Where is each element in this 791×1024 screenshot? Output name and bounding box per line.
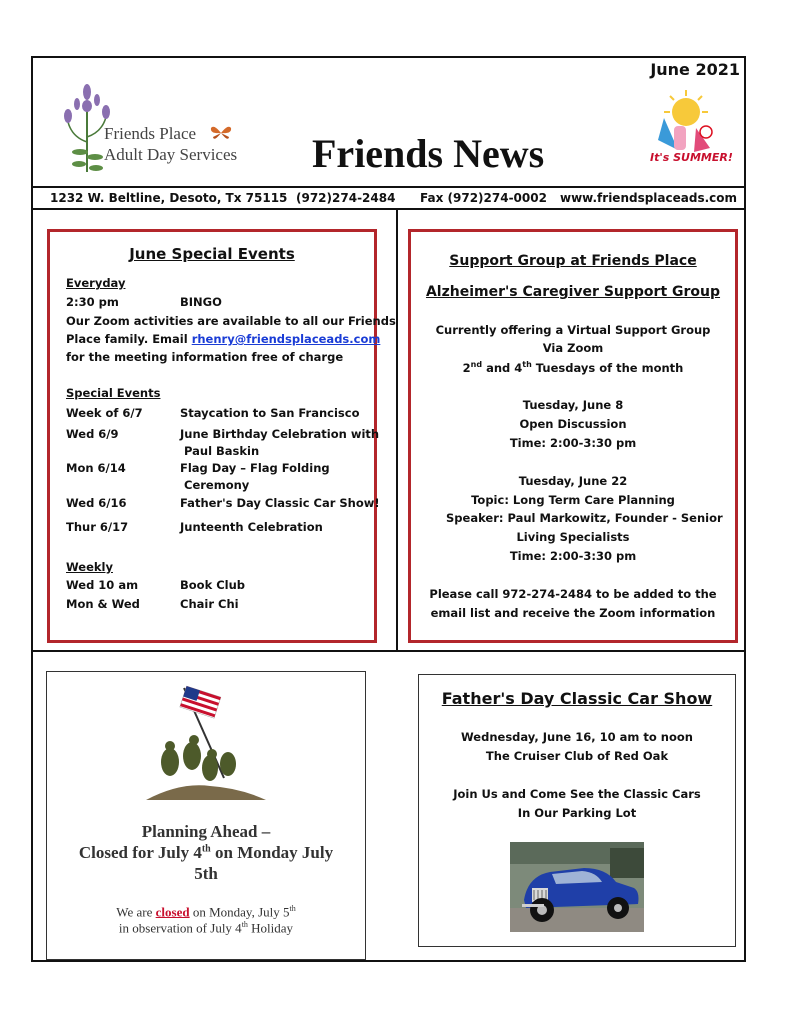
event-name: Father's Day Classic Car Show! <box>180 496 380 510</box>
newsletter-title: Friends News <box>312 131 545 176</box>
event-date: Week of 6/7 <box>66 406 143 420</box>
address: 1232 W. Beltline, Desoto, Tx 75115 <box>50 191 288 205</box>
event-date: Wed 6/16 <box>66 496 127 510</box>
meeting1-time: Time: 2:00-3:30 pm <box>509 436 637 450</box>
zoom-text-3: for the meeting information free of charge <box>66 350 344 364</box>
support-line2: Via Zoom <box>542 341 604 355</box>
support-subtitle: Alzheimer's Caregiver Support Group <box>425 284 721 300</box>
meeting1-topic: Open Discussion <box>519 417 627 431</box>
zoom-text-1: Our Zoom activities are available to all our Friends <box>66 314 396 328</box>
schedule-sup-b: th <box>522 360 532 369</box>
everyday-time: 2:30 pm <box>66 295 119 309</box>
meeting2-speaker-line2: Living Specialists <box>516 530 630 544</box>
summer-badge-text: It's SUMMER! <box>650 151 733 164</box>
issue-date: June 2021 <box>650 60 740 79</box>
closure-body-1 <box>46 904 366 920</box>
weekly-date: Mon & Wed <box>66 597 140 611</box>
closure-body-2a: in observation of July 4 <box>118 920 242 936</box>
logo-text-line1: Friends Place <box>104 124 197 143</box>
zoom-email-link[interactable]: rhenry@friendsplaceads.com <box>191 332 381 346</box>
meeting2-date: Tuesday, June 22 <box>518 474 628 488</box>
schedule-part-c: Tuesdays of the month <box>531 360 684 375</box>
zoom-text-2-prefix: Place family. Email <box>66 332 192 346</box>
fax: Fax (972)274-0002 <box>420 191 547 205</box>
schedule-part-b: and 4 <box>482 360 523 375</box>
car-show-title: Father's Day Classic Car Show <box>441 689 713 708</box>
closure-title-3: 5th <box>194 864 218 883</box>
event-name: Flag Day – Flag Folding <box>180 461 330 475</box>
car-show-line4: In Our Parking Lot <box>517 806 637 820</box>
car-show-line1: Wednesday, June 16, 10 am to noon <box>461 730 693 744</box>
header-rule-top <box>31 186 746 188</box>
weekly-event: Book Club <box>180 578 246 592</box>
call-line1: Please call 972-274-2484 to be added to the <box>429 587 717 601</box>
column-divider-top <box>396 208 398 652</box>
closure-body-2b: Holiday <box>247 920 294 936</box>
support-schedule <box>408 360 738 375</box>
weekly-date: Wed 10 am <box>66 578 139 592</box>
header-rule-bottom <box>31 208 746 210</box>
event-name: Junteenth Celebration <box>180 520 323 534</box>
closure-title-1: Planning Ahead – <box>141 822 271 841</box>
butterfly-icon <box>210 124 232 142</box>
support-line1: Currently offering a Virtual Support Group <box>435 323 711 337</box>
closed-word: closed <box>155 904 190 920</box>
schedule-sup-a: nd <box>470 360 483 369</box>
weekly-label: Weekly <box>66 560 113 574</box>
closure-body-2 <box>46 920 366 936</box>
car-show-line2: The Cruiser Club of Red Oak <box>485 749 669 763</box>
special-events-label: Special Events <box>66 386 161 400</box>
closure-title-2 <box>46 843 366 863</box>
iwo-jima-flag-icon <box>140 682 270 802</box>
events-title: June Special Events <box>129 245 295 263</box>
event-date: Wed 6/9 <box>66 427 119 441</box>
event-name-cont: Ceremony <box>184 478 250 492</box>
classic-car-photo <box>510 842 644 932</box>
meeting2-topic: Topic: Long Term Care Planning <box>471 493 675 507</box>
website[interactable]: www.friendsplaceads.com <box>560 191 738 205</box>
closure-body-1a: We are <box>116 904 156 920</box>
closure-title-2a: Closed for July 4 <box>78 843 202 862</box>
support-title: Support Group at Friends Place <box>449 253 697 269</box>
closure-body-1b: on Monday, July 5 <box>189 904 290 920</box>
zoom-text-2 <box>66 332 380 346</box>
closure-body-2-sup: th <box>241 920 248 929</box>
car-show-line3: Join Us and Come See the Classic Cars <box>453 787 701 801</box>
phone: (972)274-2484 <box>296 191 396 205</box>
section-divider <box>31 650 746 652</box>
meeting2-speaker-line1: Speaker: Paul Markowitz, Founder - Senior <box>446 511 723 525</box>
closure-title-2b: on Monday July <box>210 843 334 862</box>
meeting2-time: Time: 2:00-3:30 pm <box>509 549 637 563</box>
event-date: Thur 6/17 <box>66 520 129 534</box>
meeting1-date: Tuesday, June 8 <box>522 398 624 412</box>
closure-body-1-sup: th <box>289 904 296 913</box>
everyday-activity: BINGO <box>180 295 222 309</box>
closure-title-2-sup: th <box>201 843 211 855</box>
weekly-event: Chair Chi <box>180 597 239 611</box>
event-name: June Birthday Celebration with <box>180 427 380 441</box>
logo-text-line2: Adult Day Services <box>104 145 238 164</box>
everyday-label: Everyday <box>66 276 126 290</box>
event-date: Mon 6/14 <box>66 461 126 475</box>
event-name-cont: Paul Baskin <box>184 444 260 458</box>
call-line2: email list and receive the Zoom information <box>430 606 716 620</box>
schedule-part-a: 2 <box>462 360 471 375</box>
event-name: Staycation to San Francisco <box>180 406 360 420</box>
